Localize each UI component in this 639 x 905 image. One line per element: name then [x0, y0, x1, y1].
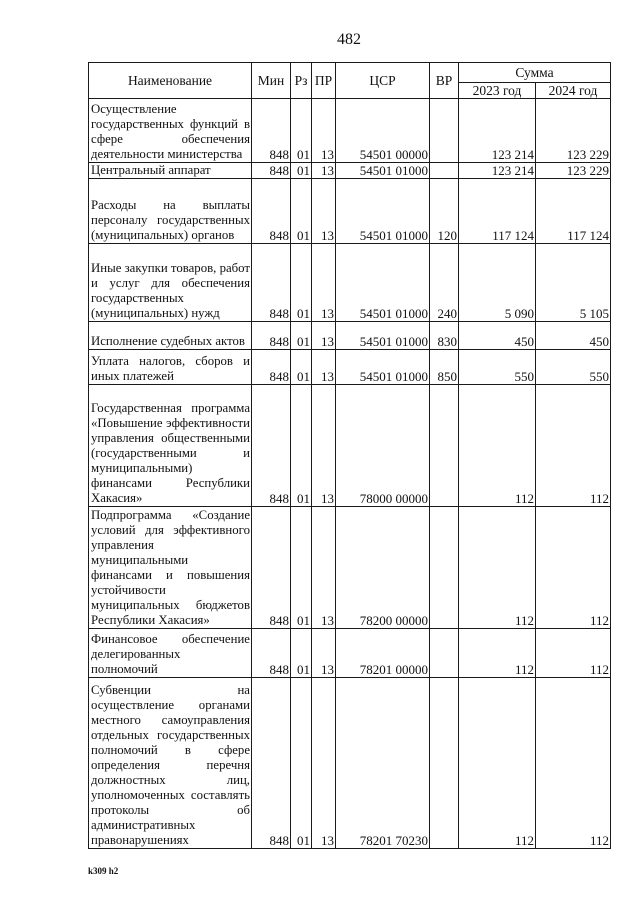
cell-pr: 13 — [312, 507, 336, 629]
cell-pr: 13 — [312, 244, 336, 322]
cell-rz: 01 — [291, 244, 312, 322]
cell-csr: 78201 70230 — [336, 678, 430, 849]
cell-name: Расходы на выплаты персоналу государственных (муниципальных) органов — [89, 179, 252, 244]
cell-min: 848 — [252, 99, 291, 163]
cell-rz: 01 — [291, 163, 312, 179]
cell-name: Государственная программа «Повышение эффективности управления общественными (государственными и муниципальными) финансами Республики Хакасия» — [89, 385, 252, 507]
cell-amount-2024: 5 105 — [536, 244, 611, 322]
cell-csr: 54501 01000 — [336, 350, 430, 385]
header-min: Мин — [252, 63, 291, 99]
cell-amount-2023: 112 — [459, 629, 536, 678]
cell-rz: 01 — [291, 350, 312, 385]
table-row — [89, 244, 611, 322]
header-rz: Рз — [291, 63, 312, 99]
cell-rz: 01 — [291, 179, 312, 244]
cell-pr: 13 — [312, 99, 336, 163]
cell-amount-2024: 117 124 — [536, 179, 611, 244]
table-row — [89, 350, 611, 385]
budget-table — [88, 62, 611, 849]
cell-csr: 54501 01000 — [336, 244, 430, 322]
cell-amount-2023: 550 — [459, 350, 536, 385]
cell-csr: 54501 01000 — [336, 163, 430, 179]
table-row — [89, 629, 611, 678]
cell-min: 848 — [252, 678, 291, 849]
cell-amount-2024: 550 — [536, 350, 611, 385]
cell-name: Исполнение судебных актов — [89, 322, 252, 350]
cell-name: Финансовое обеспечение делегированных полномочий — [89, 629, 252, 678]
cell-name: Осуществление государственных функций в сфере обеспечения деятельности министерства — [89, 99, 252, 163]
header-row — [89, 63, 611, 83]
table-body — [89, 99, 611, 849]
cell-min: 848 — [252, 629, 291, 678]
cell-name: Центральный аппарат — [89, 163, 252, 179]
cell-vr: 120 — [430, 179, 459, 244]
table-header — [89, 63, 611, 99]
cell-min: 848 — [252, 507, 291, 629]
table-row — [89, 179, 611, 244]
cell-name: Уплата налогов, сборов и иных платежей — [89, 350, 252, 385]
cell-amount-2023: 117 124 — [459, 179, 536, 244]
table-row — [89, 322, 611, 350]
cell-csr: 78000 00000 — [336, 385, 430, 507]
cell-amount-2024: 112 — [536, 507, 611, 629]
cell-vr: 830 — [430, 322, 459, 350]
page-number: 482 — [337, 31, 361, 48]
cell-amount-2024: 112 — [536, 678, 611, 849]
cell-vr — [430, 678, 459, 849]
cell-rz: 01 — [291, 678, 312, 849]
header-csr: ЦСР — [336, 63, 430, 99]
cell-csr: 54501 01000 — [336, 179, 430, 244]
cell-vr: 850 — [430, 350, 459, 385]
table-row — [89, 385, 611, 507]
cell-pr: 13 — [312, 163, 336, 179]
cell-vr — [430, 385, 459, 507]
cell-rz: 01 — [291, 322, 312, 350]
cell-pr: 13 — [312, 678, 336, 849]
cell-pr: 13 — [312, 629, 336, 678]
cell-vr — [430, 629, 459, 678]
cell-min: 848 — [252, 350, 291, 385]
cell-amount-2023: 112 — [459, 507, 536, 629]
cell-amount-2024: 112 — [536, 385, 611, 507]
cell-rz: 01 — [291, 385, 312, 507]
cell-min: 848 — [252, 322, 291, 350]
cell-pr: 13 — [312, 385, 336, 507]
table-row — [89, 678, 611, 849]
cell-vr — [430, 99, 459, 163]
cell-vr — [430, 163, 459, 179]
header-pr: ПР — [312, 63, 336, 99]
cell-min: 848 — [252, 244, 291, 322]
cell-csr: 78200 00000 — [336, 507, 430, 629]
cell-name: Иные закупки товаров, работ и услуг для обеспечения государственных (муниципальных) нужд — [89, 244, 252, 322]
cell-amount-2023: 112 — [459, 385, 536, 507]
cell-name: Подпрограмма «Создание условий для эффективного управления муниципальными финансами и повышения устойчивости муниципальных бюджетов Республики Хакасия» — [89, 507, 252, 629]
cell-pr: 13 — [312, 322, 336, 350]
cell-min: 848 — [252, 163, 291, 179]
cell-rz: 01 — [291, 99, 312, 163]
table-row — [89, 99, 611, 163]
footer-code: k309 h2 — [88, 866, 119, 876]
cell-amount-2024: 123 229 — [536, 99, 611, 163]
table-row — [89, 163, 611, 179]
cell-amount-2023: 450 — [459, 322, 536, 350]
header-vr: ВР — [430, 63, 459, 99]
cell-csr: 54501 00000 — [336, 99, 430, 163]
cell-amount-2023: 5 090 — [459, 244, 536, 322]
header-year-2023: 2023 год — [459, 83, 536, 99]
cell-pr: 13 — [312, 350, 336, 385]
cell-vr — [430, 507, 459, 629]
cell-min: 848 — [252, 179, 291, 244]
cell-amount-2023: 123 214 — [459, 163, 536, 179]
cell-csr: 54501 01000 — [336, 322, 430, 350]
header-sum: Сумма — [459, 63, 611, 83]
cell-amount-2024: 450 — [536, 322, 611, 350]
table-row — [89, 507, 611, 629]
header-year-2024: 2024 год — [536, 83, 611, 99]
cell-amount-2024: 123 229 — [536, 163, 611, 179]
header-name: Наименование — [89, 63, 252, 99]
cell-amount-2024: 112 — [536, 629, 611, 678]
cell-name: Субвенции на осуществление органами местного самоуправления отдельных государственных полномочий в сфере определения перечня должностных лиц, уполномоченных составлять протоколы об административных правонарушениях — [89, 678, 252, 849]
cell-amount-2023: 112 — [459, 678, 536, 849]
cell-min: 848 — [252, 385, 291, 507]
cell-rz: 01 — [291, 507, 312, 629]
cell-csr: 78201 00000 — [336, 629, 430, 678]
cell-amount-2023: 123 214 — [459, 99, 536, 163]
cell-pr: 13 — [312, 179, 336, 244]
cell-rz: 01 — [291, 629, 312, 678]
cell-vr: 240 — [430, 244, 459, 322]
